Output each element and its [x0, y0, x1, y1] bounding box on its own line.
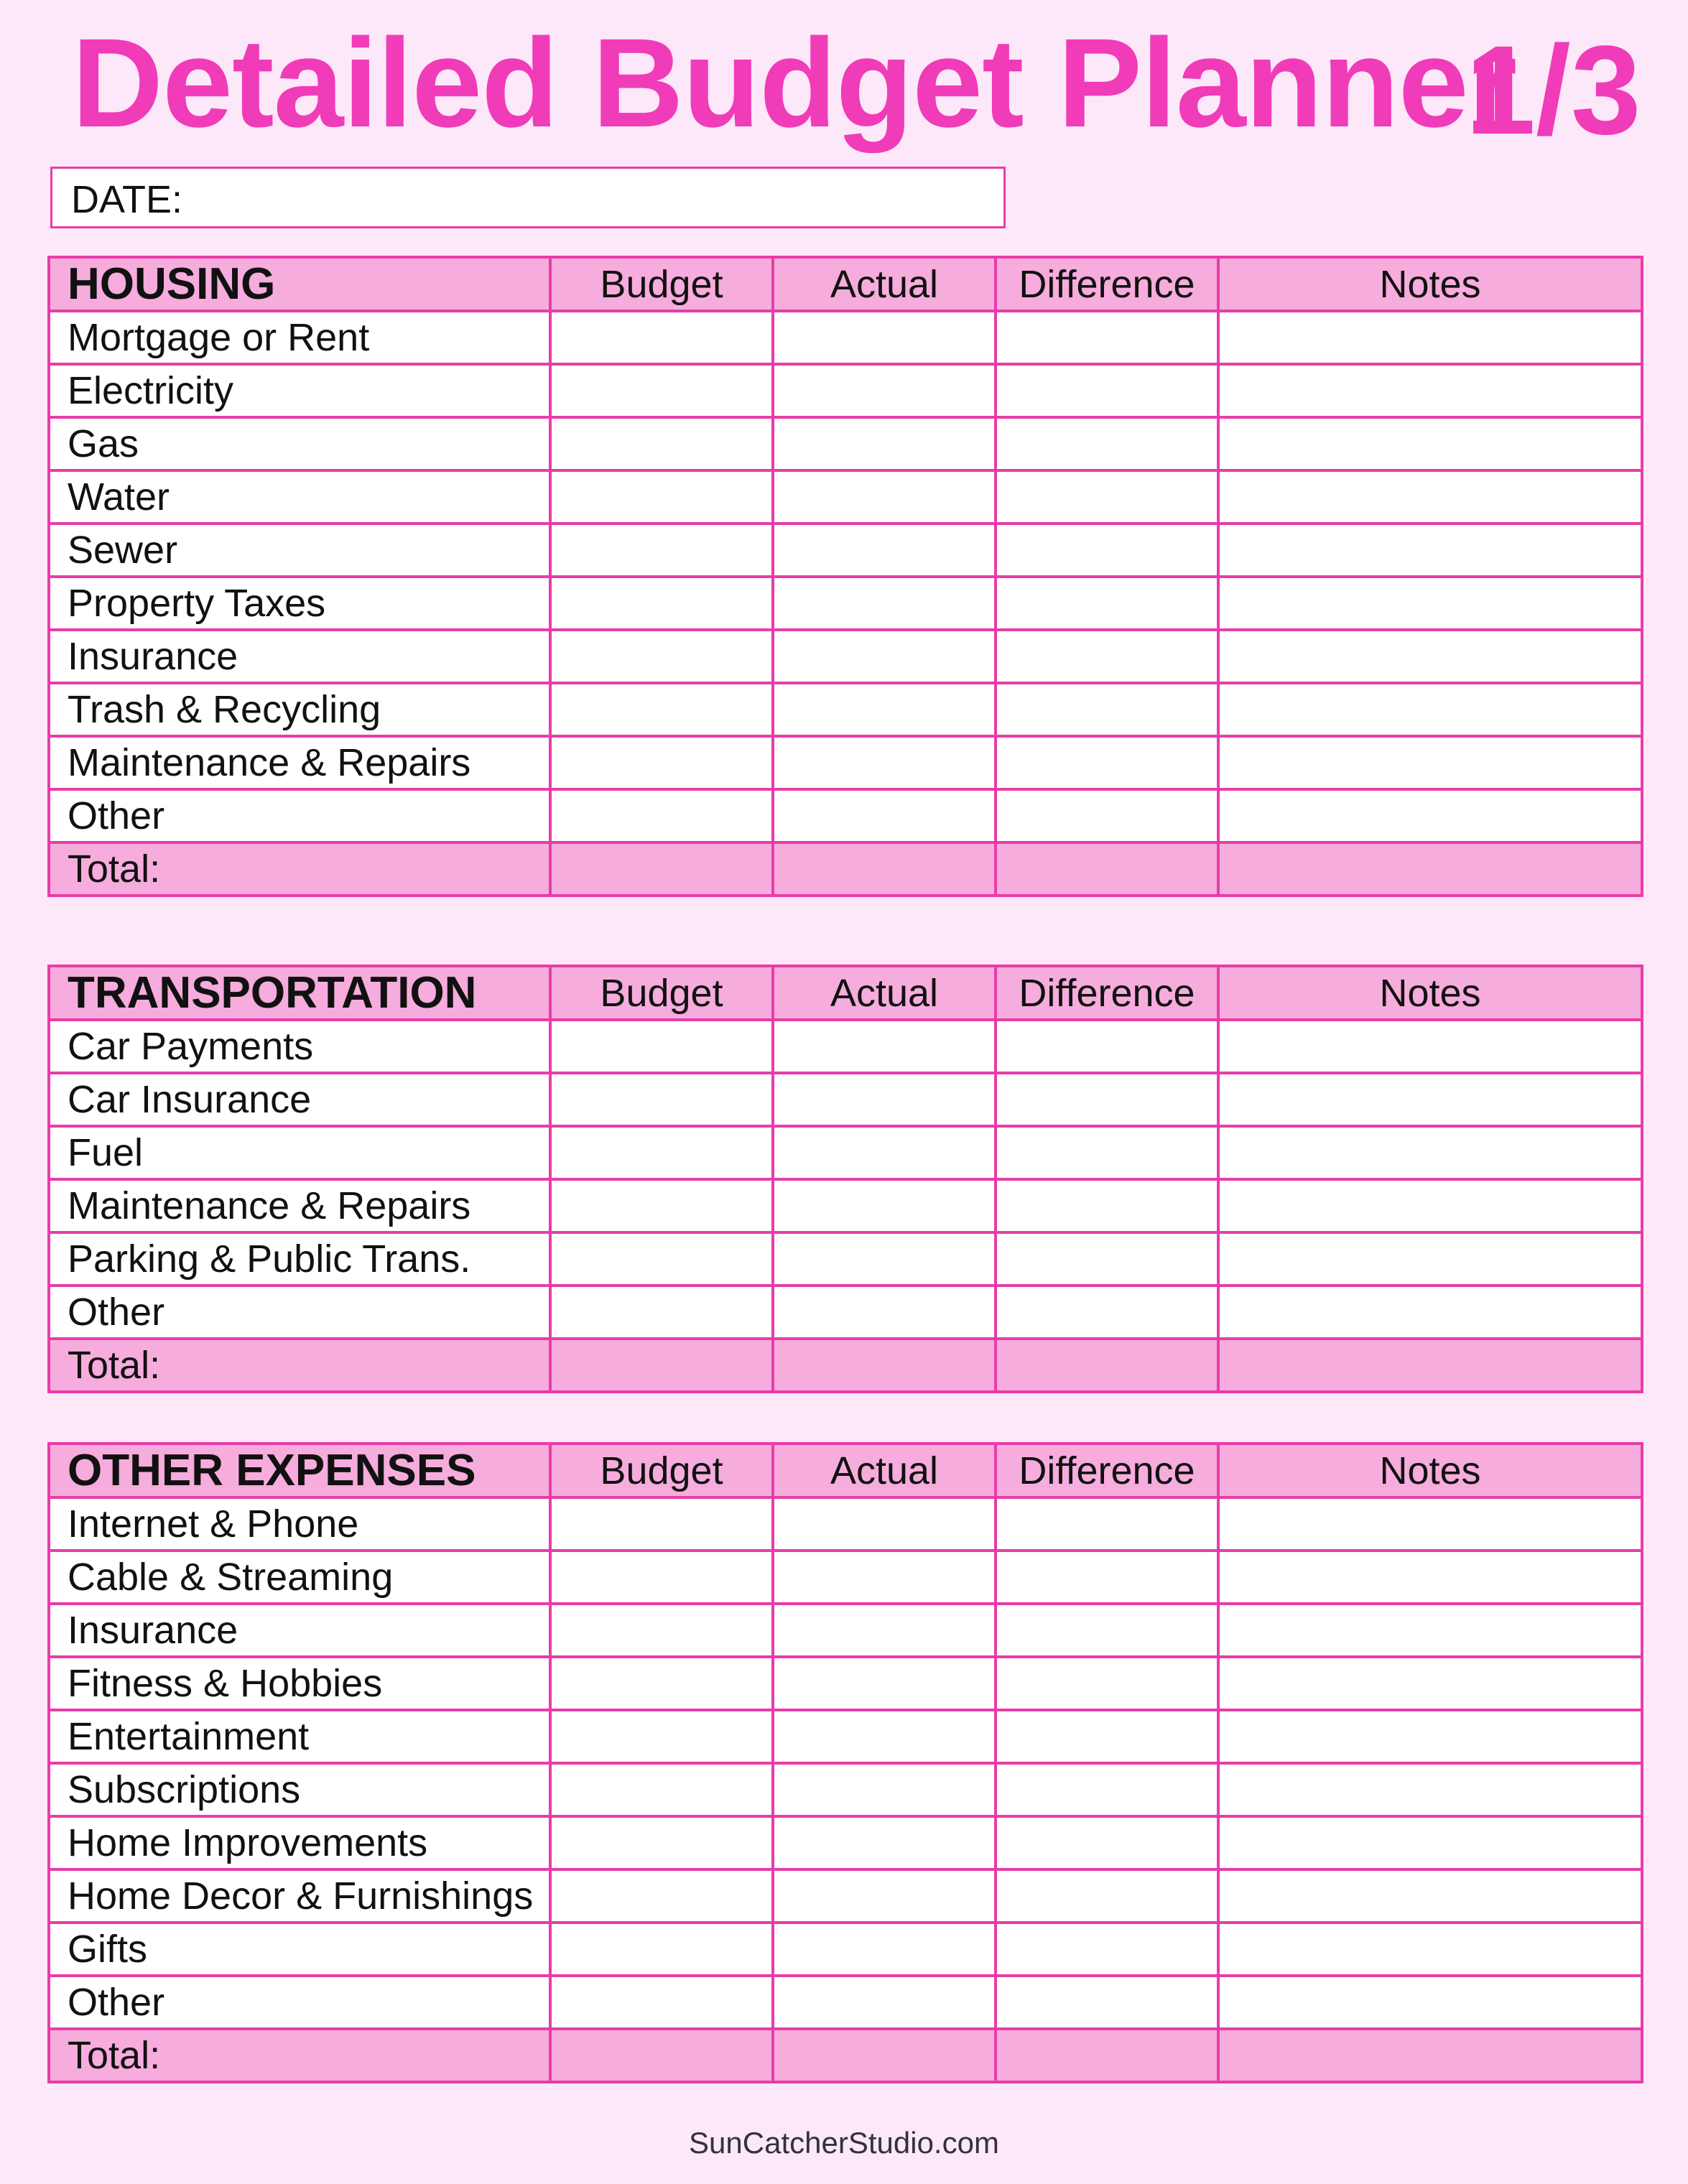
total-budget-cell[interactable] [550, 842, 773, 896]
actual-cell[interactable] [773, 736, 996, 789]
table-header-row [49, 1444, 1642, 1497]
actual-cell[interactable] [773, 524, 996, 577]
budget-cell[interactable] [550, 311, 773, 364]
actual-cell[interactable] [773, 1869, 996, 1923]
section-title: HOUSING [49, 257, 550, 311]
notes-cell[interactable] [1218, 1126, 1642, 1179]
notes-cell[interactable] [1218, 1020, 1642, 1073]
budget-cell[interactable] [550, 1657, 773, 1710]
difference-cell[interactable] [996, 1657, 1218, 1710]
table-row [49, 1286, 1642, 1339]
actual-cell[interactable] [773, 630, 996, 683]
row-label: Gifts [49, 1923, 550, 1976]
total-notes-cell[interactable] [1218, 1339, 1642, 1392]
column-header-difference: Difference [996, 1444, 1218, 1497]
total-label: Total: [49, 1339, 550, 1392]
notes-cell[interactable] [1218, 311, 1642, 364]
actual-cell[interactable] [773, 1126, 996, 1179]
total-actual-cell[interactable] [773, 1339, 996, 1392]
table-row [49, 1869, 1642, 1923]
page-title: Detailed Budget Planner [72, 13, 1517, 154]
notes-cell[interactable] [1218, 524, 1642, 577]
budget-cell[interactable] [550, 1286, 773, 1339]
row-label: Entertainment [49, 1710, 550, 1763]
notes-cell[interactable] [1218, 1763, 1642, 1816]
table-row [49, 1923, 1642, 1976]
difference-cell[interactable] [996, 470, 1218, 524]
difference-cell[interactable] [996, 1551, 1218, 1604]
actual-cell[interactable] [773, 1923, 996, 1976]
difference-cell[interactable] [996, 1020, 1218, 1073]
total-difference-cell[interactable] [996, 1339, 1218, 1392]
table-row [49, 470, 1642, 524]
actual-cell[interactable] [773, 311, 996, 364]
actual-cell[interactable] [773, 1604, 996, 1657]
notes-cell[interactable] [1218, 630, 1642, 683]
budget-cell[interactable] [550, 1763, 773, 1816]
notes-cell[interactable] [1218, 1923, 1642, 1976]
row-label: Property Taxes [49, 577, 550, 630]
table-row [49, 1551, 1642, 1604]
row-label: Parking & Public Trans. [49, 1232, 550, 1286]
notes-cell[interactable] [1218, 417, 1642, 470]
row-label: Car Insurance [49, 1073, 550, 1126]
column-header-budget: Budget [550, 1444, 773, 1497]
notes-cell[interactable] [1218, 1551, 1642, 1604]
row-label: Gas [49, 417, 550, 470]
transportation-table [47, 965, 1643, 1393]
notes-cell[interactable] [1218, 577, 1642, 630]
actual-cell[interactable] [773, 1976, 996, 2029]
row-label: Fuel [49, 1126, 550, 1179]
total-actual-cell[interactable] [773, 2029, 996, 2082]
total-difference-cell[interactable] [996, 2029, 1218, 2082]
budget-cell[interactable] [550, 1232, 773, 1286]
difference-cell[interactable] [996, 1497, 1218, 1551]
actual-cell[interactable] [773, 1551, 996, 1604]
notes-cell[interactable] [1218, 470, 1642, 524]
notes-cell[interactable] [1218, 1286, 1642, 1339]
table-row [49, 1020, 1642, 1073]
table-row [49, 1763, 1642, 1816]
difference-cell[interactable] [996, 736, 1218, 789]
notes-cell[interactable] [1218, 683, 1642, 736]
table-row [49, 364, 1642, 417]
total-label: Total: [49, 842, 550, 896]
budget-cell[interactable] [550, 789, 773, 842]
notes-cell[interactable] [1218, 364, 1642, 417]
notes-cell[interactable] [1218, 1073, 1642, 1126]
difference-cell[interactable] [996, 789, 1218, 842]
notes-cell[interactable] [1218, 1816, 1642, 1869]
total-budget-cell[interactable] [550, 1339, 773, 1392]
section-title: TRANSPORTATION [49, 966, 550, 1020]
difference-cell[interactable] [996, 1710, 1218, 1763]
table-row [49, 1657, 1642, 1710]
notes-cell[interactable] [1218, 1604, 1642, 1657]
budget-cell[interactable] [550, 1020, 773, 1073]
budget-cell[interactable] [550, 577, 773, 630]
row-label: Electricity [49, 364, 550, 417]
column-header-difference: Difference [996, 966, 1218, 1020]
budget-cell[interactable] [550, 630, 773, 683]
notes-cell[interactable] [1218, 736, 1642, 789]
budget-cell[interactable] [550, 1126, 773, 1179]
section-title: OTHER EXPENSES [49, 1444, 550, 1497]
budget-cell[interactable] [550, 364, 773, 417]
column-header-actual: Actual [773, 966, 996, 1020]
table-header-row [49, 257, 1642, 311]
difference-cell[interactable] [996, 1923, 1218, 1976]
difference-cell[interactable] [996, 524, 1218, 577]
notes-cell[interactable] [1218, 1179, 1642, 1232]
budget-cell[interactable] [550, 1976, 773, 2029]
budget-cell[interactable] [550, 417, 773, 470]
difference-cell[interactable] [996, 1126, 1218, 1179]
budget-cell[interactable] [550, 1497, 773, 1551]
housing-table [47, 256, 1643, 897]
actual-cell[interactable] [773, 1020, 996, 1073]
difference-cell[interactable] [996, 1073, 1218, 1126]
actual-cell[interactable] [773, 1179, 996, 1232]
total-notes-cell[interactable] [1218, 842, 1642, 896]
difference-cell[interactable] [996, 1232, 1218, 1286]
table-row [49, 1710, 1642, 1763]
budget-cell[interactable] [550, 1923, 773, 1976]
difference-cell[interactable] [996, 1869, 1218, 1923]
table-row [49, 1179, 1642, 1232]
row-label: Internet & Phone [49, 1497, 550, 1551]
column-header-notes: Notes [1218, 966, 1642, 1020]
notes-cell[interactable] [1218, 1976, 1642, 2029]
difference-cell[interactable] [996, 311, 1218, 364]
difference-cell[interactable] [996, 1179, 1218, 1232]
row-label: Other [49, 1286, 550, 1339]
difference-cell[interactable] [996, 1976, 1218, 2029]
table-row [49, 630, 1642, 683]
difference-cell[interactable] [996, 1604, 1218, 1657]
total-difference-cell[interactable] [996, 842, 1218, 896]
actual-cell[interactable] [773, 1710, 996, 1763]
row-label: Car Payments [49, 1020, 550, 1073]
notes-cell[interactable] [1218, 1232, 1642, 1286]
total-label: Total: [49, 2029, 550, 2082]
difference-cell[interactable] [996, 1816, 1218, 1869]
row-label: Fitness & Hobbies [49, 1657, 550, 1710]
notes-cell[interactable] [1218, 789, 1642, 842]
total-budget-cell[interactable] [550, 2029, 773, 2082]
budget-cell[interactable] [550, 524, 773, 577]
actual-cell[interactable] [773, 1073, 996, 1126]
column-header-notes: Notes [1218, 1444, 1642, 1497]
actual-cell[interactable] [773, 1497, 996, 1551]
difference-cell[interactable] [996, 1763, 1218, 1816]
notes-cell[interactable] [1218, 1657, 1642, 1710]
column-header-actual: Actual [773, 1444, 996, 1497]
row-label: Maintenance & Repairs [49, 736, 550, 789]
total-row [49, 1339, 1642, 1392]
actual-cell[interactable] [773, 577, 996, 630]
footer-website: SunCatcherStudio.com [689, 2126, 999, 2160]
row-label: Insurance [49, 630, 550, 683]
row-label: Subscriptions [49, 1763, 550, 1816]
notes-cell[interactable] [1218, 1710, 1642, 1763]
budget-cell[interactable] [550, 1604, 773, 1657]
row-label: Trash & Recycling [49, 683, 550, 736]
page-number: 1/3 [1465, 20, 1641, 161]
actual-cell[interactable] [773, 1286, 996, 1339]
table-row [49, 1126, 1642, 1179]
row-label: Cable & Streaming [49, 1551, 550, 1604]
row-label: Home Decor & Furnishings [49, 1869, 550, 1923]
total-row [49, 842, 1642, 896]
difference-cell[interactable] [996, 417, 1218, 470]
table-row [49, 736, 1642, 789]
actual-cell[interactable] [773, 417, 996, 470]
date-field[interactable] [50, 167, 1006, 228]
difference-cell[interactable] [996, 630, 1218, 683]
total-actual-cell[interactable] [773, 842, 996, 896]
column-header-actual: Actual [773, 257, 996, 311]
column-header-difference: Difference [996, 257, 1218, 311]
actual-cell[interactable] [773, 470, 996, 524]
total-notes-cell[interactable] [1218, 2029, 1642, 2082]
table-row [49, 1976, 1642, 2029]
budget-cell[interactable] [550, 1551, 773, 1604]
actual-cell[interactable] [773, 364, 996, 417]
budget-cell[interactable] [550, 1816, 773, 1869]
budget-cell[interactable] [550, 683, 773, 736]
table-row [49, 1816, 1642, 1869]
table-row [49, 1232, 1642, 1286]
row-label: Sewer [49, 524, 550, 577]
difference-cell[interactable] [996, 1286, 1218, 1339]
table-header-row [49, 966, 1642, 1020]
column-header-budget: Budget [550, 257, 773, 311]
notes-cell[interactable] [1218, 1869, 1642, 1923]
table-row [49, 311, 1642, 364]
row-label: Insurance [49, 1604, 550, 1657]
row-label: Other [49, 789, 550, 842]
table-row [49, 1073, 1642, 1126]
actual-cell[interactable] [773, 1763, 996, 1816]
table-row [49, 683, 1642, 736]
actual-cell[interactable] [773, 1657, 996, 1710]
table-row [49, 417, 1642, 470]
row-label: Maintenance & Repairs [49, 1179, 550, 1232]
row-label: Water [49, 470, 550, 524]
budget-cell[interactable] [550, 1710, 773, 1763]
table-row [49, 577, 1642, 630]
date-label: DATE: [71, 178, 183, 221]
table-row [49, 524, 1642, 577]
column-header-budget: Budget [550, 966, 773, 1020]
row-label: Home Improvements [49, 1816, 550, 1869]
row-label: Other [49, 1976, 550, 2029]
difference-cell[interactable] [996, 577, 1218, 630]
column-header-notes: Notes [1218, 257, 1642, 311]
budget-cell[interactable] [550, 1869, 773, 1923]
table-row [49, 1497, 1642, 1551]
budget-cell[interactable] [550, 1073, 773, 1126]
table-row [49, 1604, 1642, 1657]
actual-cell[interactable] [773, 1816, 996, 1869]
actual-cell[interactable] [773, 789, 996, 842]
actual-cell[interactable] [773, 1232, 996, 1286]
difference-cell[interactable] [996, 364, 1218, 417]
notes-cell[interactable] [1218, 1497, 1642, 1551]
actual-cell[interactable] [773, 683, 996, 736]
total-row [49, 2029, 1642, 2082]
budget-cell[interactable] [550, 470, 773, 524]
row-label: Mortgage or Rent [49, 311, 550, 364]
difference-cell[interactable] [996, 683, 1218, 736]
budget-cell[interactable] [550, 1179, 773, 1232]
table-row [49, 789, 1642, 842]
other-expenses-table [47, 1442, 1643, 2083]
budget-cell[interactable] [550, 736, 773, 789]
